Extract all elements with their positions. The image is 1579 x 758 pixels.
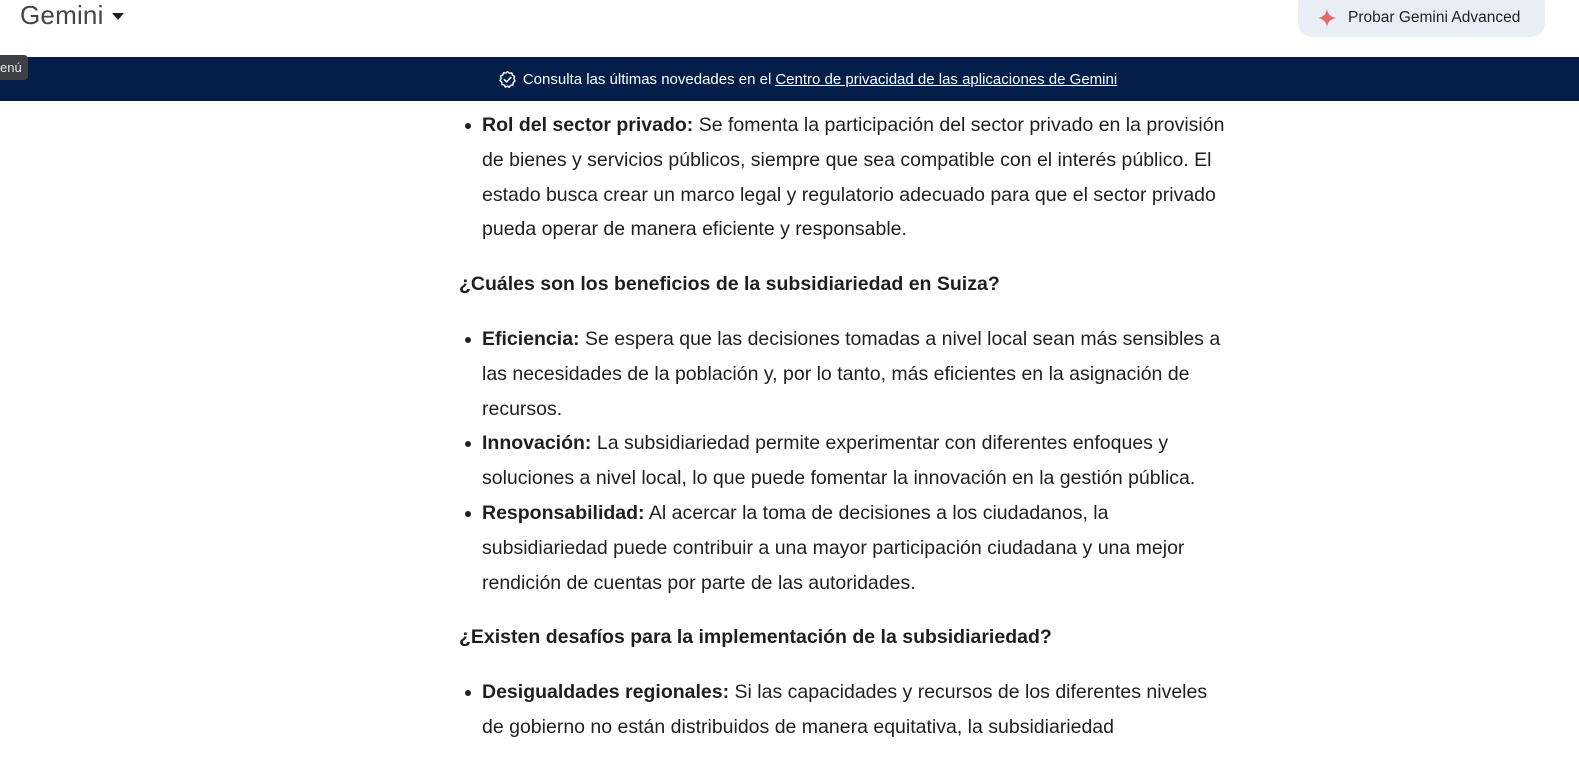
bullet-list (459, 108, 1229, 247)
list-item-text: Se fomenta la participación del sector privado en la provisión de bienes y servicios públicos, siempre que sea compatible con el interés público. El estado busca crear un marco legal y regulatorio adecuado para que el sector privado pueda operar de manera eficiente y responsable. (482, 114, 1225, 241)
top-app-bar (0, 0, 1579, 57)
section-heading: ¿Existen desafíos para la implementación de la subsidiariedad? (459, 626, 1052, 649)
list-item-title: Eficiencia: (482, 327, 580, 350)
sparkle-icon (1316, 7, 1338, 29)
bullet-list (459, 675, 1229, 745)
list-item-text: Si las capacidades y recursos de los diferentes niveles de gobierno no están distribuidos de manera equitativa, la subsidiariedad (482, 681, 1208, 738)
list-item-title: Responsabilidad: (482, 501, 645, 524)
list-item-text: Al acercar la toma de decisiones a los ciudadanos, la subsidiariedad puede contribuir a una mayor participación ciudadana y una mejor rendición de cuentas por parte de las autoridades. (482, 501, 1185, 594)
list-item (459, 675, 1229, 745)
list-item-title: Innovación: (482, 432, 592, 455)
list-item (459, 496, 1229, 600)
banner-text: Consulta las últimas novedades en el (522, 70, 772, 88)
list-item-title: Rol del sector privado: (482, 114, 694, 136)
list-item-title: Desigualdades regionales: (482, 681, 730, 704)
list-item (459, 108, 1229, 247)
verified-check-icon (498, 70, 517, 89)
bullet-list (459, 322, 1229, 600)
try-advanced-button[interactable] (1298, 0, 1545, 37)
section-heading: ¿Cuáles son los beneficios de la subsidiariedad en Suiza? (459, 273, 1000, 296)
privacy-center-link[interactable]: Centro de privacidad de las aplicaciones de Gemini (775, 70, 1118, 88)
menu-tooltip: enú (0, 55, 28, 80)
chevron-down-icon (112, 13, 124, 20)
try-advanced-label: Probar Gemini Advanced (1348, 8, 1521, 26)
response-content (459, 108, 1229, 745)
model-switcher[interactable] (20, 0, 124, 30)
list-item (459, 426, 1229, 496)
privacy-banner (0, 57, 1579, 101)
list-item (459, 322, 1229, 426)
list-item-text: Se espera que las decisiones tomadas a nivel local sean más sensibles a las necesidades de la población y, por lo tanto, más eficientes en la asignación de recursos. (482, 327, 1221, 420)
brand-name: Gemini (20, 0, 104, 30)
list-item-text: La subsidiariedad permite experimentar con diferentes enfoques y soluciones a nivel local, lo que puede fomentar la innovación en la gestión pública. (482, 432, 1196, 490)
